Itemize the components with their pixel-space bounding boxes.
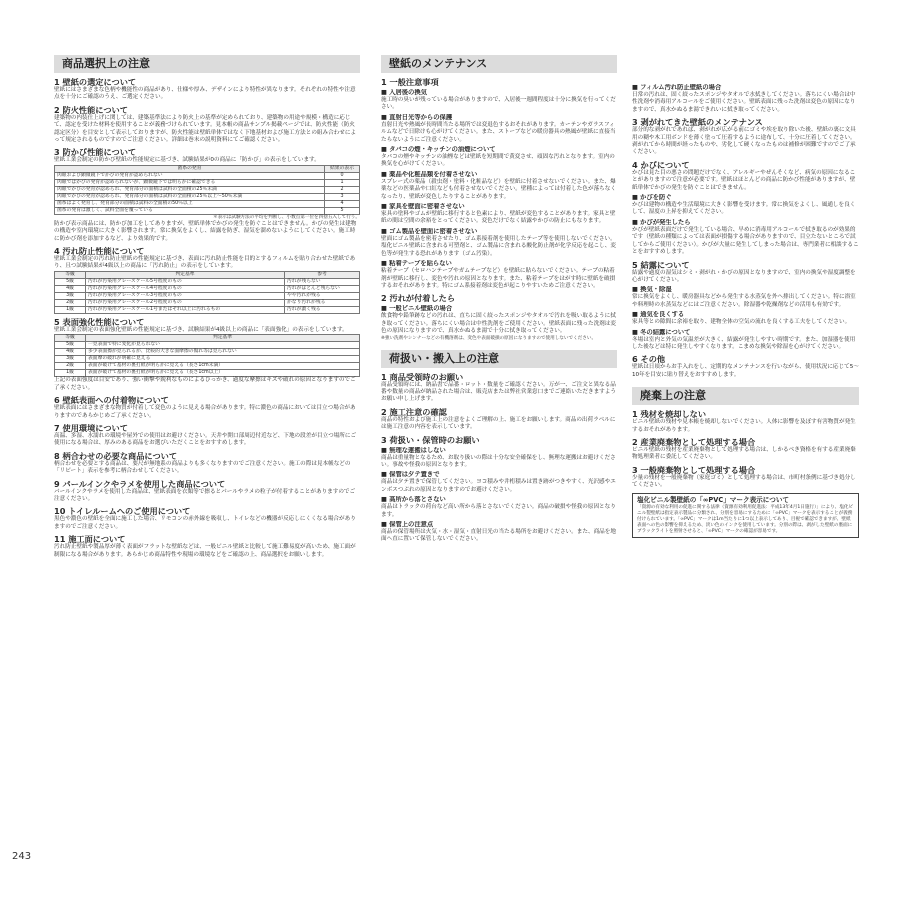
table-cell: 2級 bbox=[55, 299, 86, 306]
table-row bbox=[55, 193, 360, 200]
table-cell: 汚れが残らない bbox=[285, 278, 360, 285]
table-cell: 菌糸はよく発育し、発育部分の面積は試料の全面積の50％以上 bbox=[55, 200, 325, 207]
subheading-prevent-mold: ■ かびを防ぐ bbox=[632, 194, 672, 202]
table-header-row bbox=[55, 335, 360, 342]
table-cell: 3 bbox=[325, 193, 360, 200]
heading-fire-performance: 2 防火性能について bbox=[54, 104, 128, 115]
table-header: 判定基準 bbox=[86, 271, 285, 278]
text-rubber: 壁面にゴム製品を密着させたり、ゴム系接着剤を使用したテープ等を使用しないでください。塩化ビニル壁紙に含まれる可塑剤と、ゴム製品に含まれる酸化防止剤が化学反応を起こし、変色等が発生する恐れがあります（ゴム汚染）。 bbox=[381, 235, 616, 257]
table-row bbox=[55, 278, 360, 285]
text-no-burning: ビニル壁紙の残材や見本帳を焼却しないでください。人体に影響を及ぼす有害物質が発生するおそれがあります。 bbox=[632, 419, 856, 433]
table-cell: 5級 bbox=[55, 342, 86, 349]
table-row bbox=[55, 356, 360, 363]
table-cell: 汚れが濃く残る bbox=[285, 306, 360, 313]
surface-strength-table bbox=[54, 334, 360, 377]
subheading-sunlight: ■ 直射日光等からの保護 bbox=[381, 113, 453, 121]
table-cell: 4級 bbox=[55, 285, 86, 292]
table-cell: 肉眼ではかびの発育が認められないが、顕微鏡下では明らかに確認できる bbox=[55, 179, 325, 186]
table-header-row bbox=[55, 165, 360, 172]
text-pearl-lame: パールインクやラメを使用した商品は、壁紙表面を衣類等で擦るとパールやラメの粒子が付着することがありますのでご注意ください。 bbox=[54, 488, 356, 502]
text-furniture: 家具の塗料やゴムが壁紙に移行すると色素により、壁紙が変色することがあります。家具と壁紙の間は空間の余裕をとってください。変色だけでなく結露やかびの防止にもなります。 bbox=[381, 211, 616, 225]
column-maintenance bbox=[381, 55, 617, 544]
heading-industrial-waste: 2 産業廃棄物として処理する場合 bbox=[632, 436, 756, 447]
subheading-no-drop: ■ 高所から落とさない bbox=[381, 496, 446, 504]
table-cell: 1 bbox=[325, 179, 360, 186]
heading-condensation: 5 結露について bbox=[632, 259, 690, 270]
table-cell: 表面が破けて基材の裏打紙が明らかに見える（長さ1cm未満） bbox=[86, 363, 360, 370]
text-toilet-room: 黒色や濃色の壁紙を全面に施工した場合、リモコンの赤外線を吸収し、トイレなどの機器が反応しにくくなる場合がありますのでご注意ください。 bbox=[54, 516, 356, 530]
antimold-table-note: ＊表示は試験方法の平均を判断し、小数点第一位を四捨五入して行う。 bbox=[212, 214, 360, 220]
section-title-handling: 荷扱い・搬入上の注意 bbox=[381, 350, 617, 368]
pvc-mark-box bbox=[632, 493, 859, 538]
text-antimold-performance: 壁紙工業会制定の防かび壁紙の性能規定に基づき、試験結果が0の商品に「防かび」の表示をしています。 bbox=[54, 157, 320, 164]
table-row bbox=[55, 200, 360, 207]
table-row bbox=[55, 207, 360, 214]
heading-stain-resistance: 4 汚れ防止性能について bbox=[54, 246, 145, 257]
table-header: 等級 bbox=[55, 335, 86, 342]
pvc-mark-title: 塩化ビニル製壁紙の「∞PVC」マーク表示について bbox=[637, 495, 790, 504]
text-sunlight: 直射日光や熱風が長時間当たる場所では変退色するおそれがあります。カーテンやガラスフィルムなどで日除けも心がけてください。また、ストーブなどの暖房器具の熱風が壁紙に直接当たらないようにご注意ください。 bbox=[381, 121, 616, 143]
table-row bbox=[55, 292, 360, 299]
table-cell: 3級 bbox=[55, 356, 86, 363]
text-industrial-waste: ビニル壁紙の残材を産業廃棄物として処理する場合は、しかるべき資格を有する産業廃棄物処理業者に委託してください。 bbox=[632, 446, 856, 461]
text-surface-strength: 壁紙工業会制定の表面強化壁紙の性能規定に基づき、試験結果が4級以上の商品に「表面強化」の表示をしています。 bbox=[54, 326, 348, 333]
text-usage-environment: 高温、多湿、水濡れの環境や屋外での使用はお避けください。天井や開口部周辺付近など、下地の段差が目立つ場所にご使用になる場合は、厚みのある商品をお選びいただくことをおすすめします。 bbox=[54, 432, 357, 447]
subheading-tape: ■ 粘着テープを貼らない bbox=[381, 260, 452, 268]
antimold-table bbox=[54, 165, 360, 215]
subheading-smoke: ■ タバコの煙・キッチンの油煙について bbox=[381, 146, 496, 154]
subheading-film-wallpaper: ■ フィルム汚れ防止壁紙の場合 bbox=[632, 84, 722, 91]
subheading-vertical-storage: ■ 保管は夕テ置きで bbox=[381, 471, 440, 479]
heading-surface-deposits: 6 壁紙表面への付着物について bbox=[54, 395, 169, 406]
heading-general-notes: 1 一般注意事項 bbox=[381, 77, 439, 87]
heading-wallpaper-selection: 1 壁紙の選定について bbox=[54, 77, 137, 87]
table-cell: 表面摩の破れが明確に見える bbox=[86, 356, 360, 363]
table-header: 結果の表示 bbox=[325, 165, 360, 172]
table-cell: 5 bbox=[325, 207, 360, 214]
subheading-mold-occurs: ■ かびが発生したら bbox=[632, 218, 691, 226]
subheading-storage-notes: ■ 保管上の注意点 bbox=[381, 521, 434, 528]
table-row bbox=[55, 179, 360, 186]
table-cell: 汚れが汚染用グレースケール4号程度のもの bbox=[86, 285, 285, 292]
text-airflow: 家具等との隙間に余裕を取り、建物全体の空気の流れを良くする工夫をしてください。 bbox=[632, 319, 851, 326]
text-vinyl-wallpaper: 飲食物や鉛筆跡などの汚れは、直ちに固く絞ったスポンジやタオルで汚れを吸い取るように拭き取ってください。落ちにくい場合は中性洗剤をご使用ください。壁紙表面に残った洗剤は変色の原因になりますので、真水かぬるま湯で十分に拭き取ってください。 bbox=[381, 313, 616, 335]
heading-dirt: 2 汚れが付着したら bbox=[381, 293, 456, 304]
heading-toilet-room: 10 トイレルームへのご使用について bbox=[54, 506, 191, 517]
text-mold-occurs: かびが壁紙表面だけで発生している場合、早めに消毒用アルコールで拭き取るのが効果的です（壁紙の種類によっては表面が損傷する場合がありますので、目立たないところで試してからご使用ください）。かびが大量に発生してしまった場合は、専門業者に相談することをおすすめします。 bbox=[632, 226, 859, 256]
table-row bbox=[55, 349, 360, 356]
section-title-product-selection: 商品選択上の注意 bbox=[54, 55, 360, 73]
heading-storage: 3 荷扱い・保管時のお願い bbox=[381, 434, 480, 445]
table-cell: 3級 bbox=[55, 292, 86, 299]
table-cell: 汚れが汚染用グレースケール3号程度のもの bbox=[86, 292, 285, 299]
table-cell: 汚れが汚染用グレースケール5号程度のもの bbox=[86, 278, 285, 285]
text-no-drop: 商品はトラックの荷台など高い所から落とさないでください。商品の破損や怪我の原因となります。 bbox=[381, 504, 616, 518]
heading-construction-surface: 11 施工面について bbox=[54, 534, 126, 545]
table-header-row bbox=[55, 271, 360, 278]
heading-no-burning: 1 残材を焼却しない bbox=[632, 409, 707, 420]
text-film-wallpaper: 日常の汚れは、固く絞ったスポンジやタオルで水拭きしてください。落ちにくい場合は中性洗剤や消毒用アルコールをご使用ください。壁紙表面に残った洗剤は変色の原因になりますので、真水かぬるま湯できれいに拭き取ってください。 bbox=[632, 92, 856, 113]
table-cell: 表面が破けて基材の裏打紙が明らかに見える（長さ1cm以上） bbox=[86, 370, 360, 377]
text-dehumidify: 常に換気をよくし、暖房器具などから発生する水蒸気を外へ排出してください。特に浴室や料理時の水蒸気などにはご注意ください。除湿器や乾燥剤などの活用も有効です。 bbox=[632, 294, 856, 308]
text-winter-condensation: 冬場は室内と外気の気温差が大きく、結露が発生しやすい時期です。また、加湿器を使用した後などは特に発生しやすくなります。こまめな換気や除湿を心がけてください。 bbox=[632, 336, 856, 350]
column-product-selection bbox=[54, 55, 360, 559]
table-cell: 1級 bbox=[55, 370, 86, 377]
text-smoke: タバコの煙やキッチンの油煙などは壁紙を短期間で黄変させ、頑固な汚れとなります。室内の換気を心がけてください。 bbox=[381, 154, 615, 168]
subheading-vinyl-wallpaper: ■ 一般ビニル壁紙の場合 bbox=[381, 305, 453, 313]
table-cell: 4級 bbox=[55, 349, 86, 356]
text-transport: 商品は重量物となるため、お取り扱いの際は十分な安全確保をし、無理な運搬はお避けください。事故や怪我の原因となります。 bbox=[381, 454, 616, 468]
text-tape: 粘着テープ（セロハンテープやガムテープなど）を壁紙に貼らないでください。テープの粘着剤が壁紙に移行し、変色や汚れの原因となります。また、粘着テープをはがす時に壁紙を破損するおそれがあります。特にゴム系接着剤は変色が起こりやすいためご注意ください。 bbox=[381, 268, 616, 289]
text-surface-deposits: 壁紙表面にはさまざまな物質が付着して変色のように見える場合があります。特に濃色の商品においては目立つ場合がありますのであらかじめご了承ください。 bbox=[54, 405, 356, 419]
table-cell: 多少表面擦が見られるが、比較的大きな面摩擦の傷れ等は見られない bbox=[86, 349, 360, 356]
stain-resistance-table bbox=[54, 271, 360, 314]
section-title-disposal: 廃棄上の注意 bbox=[632, 387, 859, 405]
text-chemicals: スプレー式の薬品（殺虫剤・塗料・化粧品など）を壁紙に付着させないでください。また、爆薬などの医薬品や口紅なども付着させないでください。壁種によっては付着した色が落ちなくなったり、壁紙が変色したりすることがあります。 bbox=[381, 178, 616, 200]
table-cell: 一見表面で特に変化が見られない bbox=[86, 342, 360, 349]
table-header: 菌糸の発育 bbox=[55, 165, 325, 172]
table-row bbox=[55, 172, 360, 179]
text-prevent-mold: かびは建物の構造や生活環境に大きく影響を受けます。常に換気をよくし、風通しを良くして、湿度の上昇を抑えてください。 bbox=[632, 202, 856, 216]
text-antimold-caution: 防かび表示商品には、防かび加工をしてありますが、壁紙単体でかびの発生を防ぐことはできません。かびの発生は建物の構造や室内環境に大きく影響されます。常に換気をよくし、結露を防ぎ、湿気を溜めないようにしてください。施工時に防かび剤を添加するなど、より効果的です。 bbox=[54, 220, 357, 242]
subheading-chemicals: ■ 薬品や化粧品類を付着させない bbox=[381, 170, 478, 178]
table-row bbox=[55, 186, 360, 193]
subheading-airflow: ■ 通気を良くする bbox=[632, 311, 685, 319]
text-surface-strength-caution: 上記の表面強度は目安であり、強い衝撃や鋭利なものによるひっかき、過度な摩擦はキズや破れの原因となりますのでご了承ください。 bbox=[54, 377, 356, 391]
subheading-furniture: ■ 家具を壁面に密着させない bbox=[381, 203, 465, 211]
heading-surface-strength: 5 表面強化性能について bbox=[54, 316, 145, 327]
section-title-maintenance: 壁紙のメンテナンス bbox=[381, 55, 617, 73]
table-row bbox=[55, 299, 360, 306]
heading-general-waste: 3 一般廃棄物として処理する場合 bbox=[632, 464, 756, 475]
table-cell: 菌糸の発育は激しく、試料全面を覆っている bbox=[55, 207, 325, 214]
text-receiving: 商品受領時には、納品書で品番・ロット・数量をご確認ください。万が一、ご注文と異なる品番や数量の商品が納品された場合は、販売店または弊社営業窓口までご連絡いただきますようお願い申し上げます。 bbox=[381, 381, 616, 403]
text-general-waste: 少量の残材を一般廃棄物（家庭ゴミ）として処理する場合は、市町村条例に基づき処分してください。 bbox=[632, 474, 856, 489]
text-ventilation: 施工時の臭いが残っている場合がありますので、入居後一週間程度は十分に換気を行ってください。 bbox=[381, 97, 616, 111]
table-cell: 汚れが汚染用グレースケール1号またはそれ以上に汚れるもの bbox=[86, 306, 285, 313]
heading-other: 6 その他 bbox=[632, 354, 666, 365]
table-header: 判定基準 bbox=[86, 335, 360, 342]
table-cell: 汚れがほとんど残らない bbox=[285, 285, 360, 292]
table-row bbox=[55, 342, 360, 349]
heading-peeling: 3 剥がれてきた壁紙のメンテナンス bbox=[632, 117, 763, 128]
heading-construction-notes: 2 施工注意の確認 bbox=[381, 406, 447, 417]
table-cell: やや汚れが残る bbox=[285, 292, 360, 299]
text-other: 壁紙は日頃からお手入れをし、定期的なメンテナンスを行いながら、使用状況に応じて5～10年を目安に貼り替えをおすすめします。 bbox=[632, 364, 859, 378]
text-condensation: 結露や過度の湿気はシミ・剥がれ・かびの原因となりますので、室内の換気や湿度調整を心がけてください。 bbox=[632, 269, 856, 283]
subheading-dehumidify: ■ 換気・除湿 bbox=[632, 286, 672, 294]
table-cell: 4 bbox=[325, 200, 360, 207]
text-construction-surface: 汚れ防止壁紙や製品厚が薄く表面がフラットな壁紙などは、一般ビニル壁紙と比較して施工難易度が高いため、施工面が制限になる場合があります。あらかじめ商品特性や現場の環境などをご確認の上、商品選択をお願いします。 bbox=[54, 544, 356, 558]
subheading-winter-condensation: ■ 冬の結露について bbox=[632, 328, 691, 336]
text-pattern-matching: 柄合わせを必要とする商品は、要尺が無地系の商品よりも多くなりますのでご注意ください。施工の際は見本帳などの「リピート」表示を参考に柄合わせしてください。 bbox=[54, 460, 351, 475]
table-row bbox=[55, 285, 360, 292]
table-cell: 肉眼および顕微鏡下でかびの発育が認められない bbox=[55, 172, 325, 179]
table-cell: 汚れが汚染用グレースケール2号程度のもの bbox=[86, 299, 285, 306]
subheading-ventilation: ■ 入居後の換気 bbox=[381, 89, 427, 96]
heading-pearl-lame: 9 パールインクやラメを使用した商品について bbox=[54, 478, 226, 489]
table-cell: かなり汚れが残る bbox=[285, 299, 360, 306]
heading-usage-environment: 7 使用環境について bbox=[54, 422, 128, 433]
table-cell: 2 bbox=[325, 186, 360, 193]
column-maintenance-disposal bbox=[632, 82, 859, 538]
table-header: 参考 bbox=[285, 271, 360, 278]
subheading-transport: ■ 無理な運搬はしない bbox=[381, 446, 446, 454]
table-cell: 肉眼でかびの発育が認められ、発育部分の面積は試料の全面積の25％以上～50％未満 bbox=[55, 193, 325, 200]
table-cell: 肉眼でかびの発育が認められ、発育部分の面積は試料の全面積の25％未満 bbox=[55, 186, 325, 193]
page-number: 243 bbox=[12, 851, 32, 862]
heading-antimold-performance: 3 防かび性能について bbox=[54, 147, 137, 158]
table-cell: 0 bbox=[325, 172, 360, 179]
text-stain-resistance: 壁紙工業会制定の汚れ防止壁紙の性能規定に基づき、表面に汚れ防止性能を目的とするフィルムを貼り合わせた壁紙であり、且つ試験結果が4級以上の商品に「汚れ防止」の表示をしています。 bbox=[54, 256, 356, 270]
text-wallpaper-selection: 壁紙にはさまざまな色柄や機能性の商品があり、仕様や厚み、デザインにより特性が異なります。それぞれの特性や注意点を十分にご確認のうえ、ご選定ください。 bbox=[54, 87, 356, 101]
heading-mold: 4 かびについて bbox=[632, 159, 690, 170]
heading-pattern-matching: 8 柄合わせの必要な商品について bbox=[54, 450, 178, 461]
text-peeling: 部分的な剥がれであれば、剥がれが広がる前にゴミや埃を取り除いた後、壁紙の裏に文具用の糊や木工用ボンドを薄く塗って圧着するように途布して、十分に圧着してください。剥がれてから時間が経ったものや、劣化して硬くなったものは補修が困難ですのでご了承ください。 bbox=[632, 127, 856, 156]
heading-receiving: 1 商品受領時のお願い bbox=[381, 371, 464, 382]
table-header: 等級 bbox=[55, 271, 86, 278]
text-fire-performance: 建築物の内装仕上げに関しては、建築基準法により防火上の基準が定められており、建築物の用途や規模・構造に応じて、認定を受けた材料を使用することが義務づけられています。見本帳の商品サンプル掲載ページでは、防火性能（防火認定区分）を目安として表示しておりますが、防火性能は壁紙単体ではなく下地基材および施工方法との組み合わせによって規定されるものですのでご注意ください。詳細は巻末の説明資料にてご確認ください。 bbox=[54, 114, 357, 144]
table-cell: 1級 bbox=[55, 306, 86, 313]
table-cell: 2級 bbox=[55, 363, 86, 370]
table-row bbox=[55, 363, 360, 370]
text-storage-notes: 商品の保管場所は火気・水・湿気・直射日光の当たる場所をお避けください。また、商品を地面へ直に置いて保管しないでください。 bbox=[381, 529, 616, 543]
text-mold: かびは見た目の悪さの問題だけでなく、アレルギーやぜんそくなど、病気の原因になることがありますので注意が必要です。壁紙はほとんどの商品に防かび性能がありますが、壁紙単体でかびの発生を防ぐことはできません。 bbox=[632, 169, 856, 191]
table-row bbox=[55, 306, 360, 313]
table-row bbox=[55, 370, 360, 377]
note-solvents: ※強い洗剤やシンナーなどの有機溶剤は、変色や表面破損の原因になりますので使用しないでください。 bbox=[381, 335, 597, 341]
pvc-mark-text: 「資源の有効な利用の促進に関する法律（資源有効利用促進法：平成13年4月1日施行）」により、塩化ビニル製壁紙は指定表示製品に分類され、分別を容易にするために「∞PVC」マークを表示することが義務付けられています。「∞PVC」マークは1m当たりに1つ以上表示してあり、目視で確認できますが、壁紙表面への色の影響を抑えるため、淡い色のインクを使用しています。分別の際は、剥がした壁紙の裏面にブラックライトを照射させると、「∞PVC」マークの確認が容易です。 bbox=[637, 504, 854, 534]
text-vertical-storage: 商品は夕テ置きで保管してください。ヨコ積みや井桁積みは置き跡がつきやすく、光沢感やエンボスつぶれの原因となりますのでお避けください。 bbox=[381, 479, 616, 493]
text-construction-notes: 商品の特性および施工上の注意をよくご理解の上、施工をお願いします。商品の出荷ラベルには施工注意の内容を表示しています。 bbox=[381, 416, 616, 431]
subheading-rubber: ■ ゴム製品を壁面に密着させない bbox=[381, 227, 478, 235]
table-cell: 5級 bbox=[55, 278, 86, 285]
